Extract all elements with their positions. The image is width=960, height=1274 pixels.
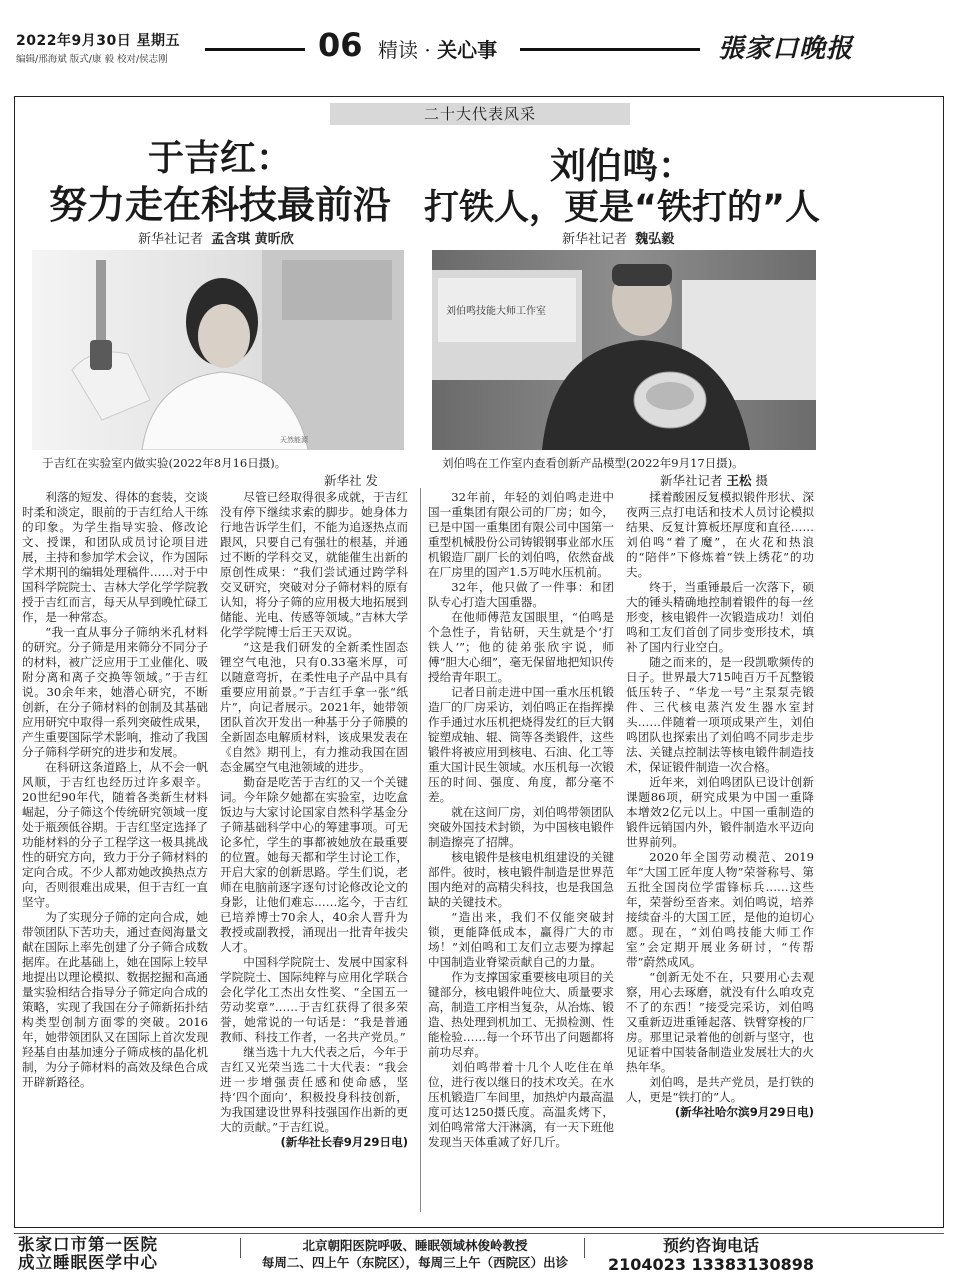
- left-article-paragraph: “这是我们研发的全新柔性固态锂空气电池，只有0.33毫米厚，可以随意弯折，在柔性电子产品中具有重要应用前景。”于吉红手拿一张“纸片”，向记者展示。2021年，她带领团队首次开发出一种基于分子筛膜的全新固态电解质材料，该成果发表在《自然》期刊上，有力推动我国在固态金属空气电池领域的进步。: [220, 640, 408, 774]
- ad-separator-2: [584, 1238, 585, 1258]
- right-article-paragraph: 2020年全国劳动模范、2019年“大国工匠年度人物”荣誉称号、第五批全国岗位学雷锋标兵……这些年，荣誉纷至沓来。刘伯鸣说，培养接续奋斗的大国工匠，是他的迫切心愿。现在，“刘伯鸣技能大师工作室”会定期开展业务研讨，“传帮带”蔚然成风。: [626, 850, 814, 969]
- right-title-headline: 打铁人，更是“铁打的”人: [424, 188, 821, 228]
- right-article-paragraph: “创新无处不在，只要用心去观察，用心去琢磨，就没有什么咱攻克不了的东西！”接受完采访，刘伯鸣又重新迈进重锤起落、铁臂穿梭的厂房。那里记录着他的创新与坚守，也见证着中国装备制造业发展壮大的火热年华。: [626, 970, 814, 1074]
- page-number: 06: [318, 26, 363, 64]
- doctor-line-1: 北京朝阳医院呼吸、睡眠领域林俊岭教授: [302, 1238, 528, 1253]
- right-photo-credit: [660, 471, 768, 489]
- right-article-paragraph: 作为支撑国家重要核电项目的关键部分，核电锻件吨位大、质量要求高，制造工序相当复杂，从冶炼、锻造、热处理到机加工、无损检测、性能检验……每一个环节出了问题都将前功尽弃。: [428, 970, 614, 1059]
- lab-photo: [32, 250, 404, 450]
- hospital-line-2: 成立睡眠医学中心: [18, 1253, 158, 1272]
- right-article-paragraph: 核电锻件是核电机组建设的关键部件。彼时，核电锻件制造是世界范围内绝对的高精尖科技，也是我国急缺的关键技术。: [428, 850, 614, 909]
- right-article-col-1: [428, 490, 614, 1228]
- phone-label: 预约咨询电话: [662, 1236, 759, 1255]
- ad-rule: [14, 1233, 944, 1234]
- right-article-paragraph: 就在这间厂房，刘伯鸣带领团队突破外国技术封锁，为中国核电锻件制造擦亮了招牌。: [428, 805, 614, 849]
- section-title: [378, 34, 497, 63]
- left-article-paragraph: 勤奋是吃苦于吉红的又一个关键词。今年除夕她都在实验室，边吃盒饭边与大家讨论国家自然科学基金分子筛基础科学中心的筹建事项。可无论多忙，学生的事都被她放在最重要的位置。她每天都和学生讨论工作，开启大家的创新思路。学生们说，老师在电脑前逐字逐句讨论修改论文的身影，让他们难忘……迄今，于吉红已培养博士70余人，40余人晋升为教授或副教授，涌现出一批青年拔尖人才。: [220, 775, 408, 954]
- right-article-paragraph: 刘伯鸣，是共产党员，是打铁的人，更是“铁打的”人。: [626, 1075, 814, 1104]
- left-article-paragraph: 尽管已经取得很多成就，于吉红没有停下继续求索的脚步。她身体力行地告诉学生们，不能为追逐热点而跟风，只要自己有强壮的根基，并通过不断的学科交叉，就能催生出新的原创性成果：“我们尝试通过跨学科交叉研究，突破对分子筛材料的原有认知，将分子筛的应用极大地拓展到储能、光电、传感等领域。”吉林大学化学学院博士后王天双说。: [220, 490, 408, 639]
- left-byline-prefix: 新华社记者: [138, 232, 204, 247]
- right-article-paragraph: 在他师傅范友国眼里，“伯鸣是个急性子，肯钻研，天生就是个‘打铁人’”；他的徒弟张欣宇说，师傅“胆大心细”，毫无保留地把知识传授给青年职工。: [428, 610, 614, 684]
- right-byline-names: 魏弘毅: [635, 232, 675, 247]
- right-article-paragraph: 随之而来的，是一段凯歌频传的日子。世界最大715吨百万千瓦整锻低压转子、“华龙一号”主泵泵壳锻件、三代核电蒸汽发生器水室封头……伴随着一项项成果产生，刘伯鸣团队也探索出了刘伯鸣不同步走步法、关键点控制法等核电锻件制造技术，保证锻件制造一次合格。: [626, 655, 814, 774]
- lab-photo-illustration: [32, 250, 404, 450]
- left-byline-names: 孟含琪 黄昕欣: [211, 232, 294, 247]
- right-byline: [562, 228, 674, 247]
- workshop-photo-illustration: [432, 250, 816, 450]
- issue-date: 2022年9月30日 星期五: [16, 33, 181, 49]
- column-divider: [420, 488, 421, 1212]
- left-title-name: 于吉红：: [147, 138, 292, 179]
- right-article-paragraph: “造出来，我们不仅能突破封锁，更能降低成本，赢得广大的市场！”刘伯鸣和工友们立志要为撑起中国制造业脊梁贡献自己的力量。: [428, 910, 614, 969]
- section-banner: 二十大代表风采: [330, 103, 630, 125]
- left-article-paragraph: 利落的短发、得体的套装，交谈时柔和淡定，眼前的于吉红给人干练的印象。为学生指导实验、修改论文、授课，和团队成员讨论项目进展，主持和参加学术会议，作为国际学术期刊的编辑处理稿件……对于中国科学院院士、吉林大学化学学院教授于吉红而言，每天从早到晚忙碌工作，是一种常态。: [22, 490, 208, 624]
- right-article-paragraph: 揉着酸困反复模拟锻件形状、深夜两三点打电话和技术人员讨论模拟结果、反复计算板坯厚度和直径……刘伯鸣“着了魔”，在火花和热浪的“陪伴”下修炼着“铁上绣花”的功夫。: [626, 490, 814, 579]
- left-article-paragraph: 中国科学院院士、发展中国家科学院院士、国际纯粹与应用化学联合会化学化工杰出女性奖、“全国五一劳动奖章”……于吉红获得了很多荣誉，她常说的一句话是：“我是普通教师、科技工作者，一名共产党员。”: [220, 955, 408, 1044]
- hospital-line-1: 张家口市第一医院: [18, 1235, 158, 1254]
- right-article-dateline: (新华社哈尔滨9月29日电): [674, 1105, 814, 1119]
- section-a: 精读: [378, 38, 418, 62]
- right-article-paragraph: 记者日前走进中国一重水压机锻造厂的厂房采访，刘伯鸣正在指挥操作手通过水压机把烧得发红的巨大钢锭塑成轴、辊、筒等各类锻件，这些锻件将被应用到核电、石油、化工等重大国计民生领域。水压机每一次锻压的时间、强度、角度，都分毫不差。: [428, 685, 614, 804]
- right-article-paragraph: 32年前，年轻的刘伯鸣走进中国一重集团有限公司的厂房；如今，已是中国一重集团有限公司中国第一重型机械股份公司铸锻钢事业部水压机锻造厂副厂长的刘伯鸣，依然奋战在厂房里的国产1.5万吨水压机前。: [428, 490, 614, 579]
- header-rule-left: [205, 48, 305, 51]
- right-article-col-2: [626, 490, 814, 1228]
- hospital-name: [18, 1236, 158, 1272]
- phone-numbers: 2104023 13383130898: [608, 1255, 814, 1274]
- studio-sign: 刘伯鸣技能大师工作室: [446, 306, 546, 317]
- section-separator: ·: [418, 38, 438, 62]
- right-photo-caption: 刘伯鸣在工作室内查看创新产品模型(2022年9月17日摄)。: [442, 456, 744, 470]
- left-photo-credit: 新华社 发: [324, 473, 378, 488]
- right-article-paragraph: 32年，他只做了一件事：和团队专心打造大国重器。: [428, 580, 614, 609]
- right-article-paragraph: 刘伯鸣带着十几个人吃住在单位，进行夜以继日的技术攻关。在水压机锻造厂车间里，加热炉内最高温度可达1250摄氏度。高温炙烤下，刘伯鸣常常大汗淋漓，有一天下班他发现当天体重减了好几斤。: [428, 1060, 614, 1149]
- left-article-col-1: [22, 490, 208, 1228]
- left-article-paragraph: 在科研这条道路上，从不会一帆风顺，于吉红也经历过许多艰辛。20世纪90年代，随着各类新生材料崛起，分子筛这个传统研究领域一度处于瓶颈低谷期。于吉红坚定选择了功能材料的分子工程学这一极具挑战性的研究方向，致力于分子筛材料的定向合成。不少人都劝她改换热点方向，否则很难出成果，但于吉红一直坚守。: [22, 760, 208, 909]
- left-article-paragraph: “我一直从事分子筛纳米孔材料的研究。分子筛是用来筛分不同分子的材料，被广泛应用于工业催化、吸附分离和离子交换等领域。”于吉红说。30余年来，她潜心研究，不断创新，在分子筛材料的创制及其基础应用研究中取得一系列突破性成果，产生重要国际学术影响，推动了我国分子筛科学研究的进步和发展。: [22, 625, 208, 759]
- right-credit-prefix: 新华社记者: [660, 473, 723, 488]
- section-b: 关心事: [437, 38, 498, 62]
- right-article-paragraph: 近年来，刘伯鸣团队已设计创新课题86项，研究成果为中国一重降本增效2亿元以上。中国一重制造的锻件远销国内外，锻件制造水平迈向世界前列。: [626, 775, 814, 849]
- editor-credits: 编辑/邢海斌 版式/康 毅 校对/侯志刚: [16, 54, 168, 65]
- left-article-dateline: (新华社长春9月29日电): [280, 1135, 408, 1149]
- left-byline: [138, 228, 294, 247]
- phone-block: [596, 1236, 826, 1274]
- right-credit-suffix: 摄: [755, 473, 769, 488]
- left-article-paragraph: 继当选十九大代表之后，今年于吉红又光荣当选二十大代表：“我会进一步增强责任感和使命感，坚持‘四个面向’，积极投身科技创新，为我国建设世界科技强国作出新的更大的贡献。”于吉红说。: [220, 1045, 408, 1134]
- right-article-paragraph: 终于，当重锤最后一次落下，硕大的锤头精确地控制着锻件的每一丝形变，核电锻件一次锻造成功！刘伯鸣和工友们首创了同步变形技术，填补了国内行业空白。: [626, 580, 814, 654]
- left-photo-caption: 于吉红在实验室内做实验(2022年8月16日摄)。: [42, 456, 287, 470]
- lab-coat-text: 天然能源: [280, 436, 308, 444]
- ad-separator-1: [240, 1238, 241, 1258]
- left-title-headline: 努力走在科技最前沿: [48, 183, 391, 227]
- workshop-photo: [432, 250, 816, 450]
- header-rule-right: [520, 48, 700, 51]
- right-credit-name: 王松: [726, 473, 752, 488]
- doctor-line-2: 每周二、四上午（东院区），每周三上午（西院区）出诊: [261, 1255, 569, 1270]
- right-title-name: 刘伯鸣：: [549, 146, 694, 187]
- left-article-col-2: [220, 490, 408, 1228]
- left-article-paragraph: 为了实现分子筛的定向合成，她带领团队下苦功夫，通过查阅海量文献在国际上率先创建了分子筛合成数据库。在此基础上，她在国际上较早地提出以理论模拟、数据挖掘和高通量实验相结合指导分子筛定向合成的策略，实现了我国在分子筛新拓扑结构类型创制方面零的突破。2016年，她带领团队又在国际上首次发现羟基自由基加速分子筛成核的晶化机制，为分子筛材料的高效及绿色合成开辟新路径。: [22, 910, 208, 1089]
- right-byline-prefix: 新华社记者: [562, 232, 628, 247]
- doctor-schedule: [255, 1237, 575, 1271]
- newspaper-logo: 張家口晚报: [718, 34, 854, 64]
